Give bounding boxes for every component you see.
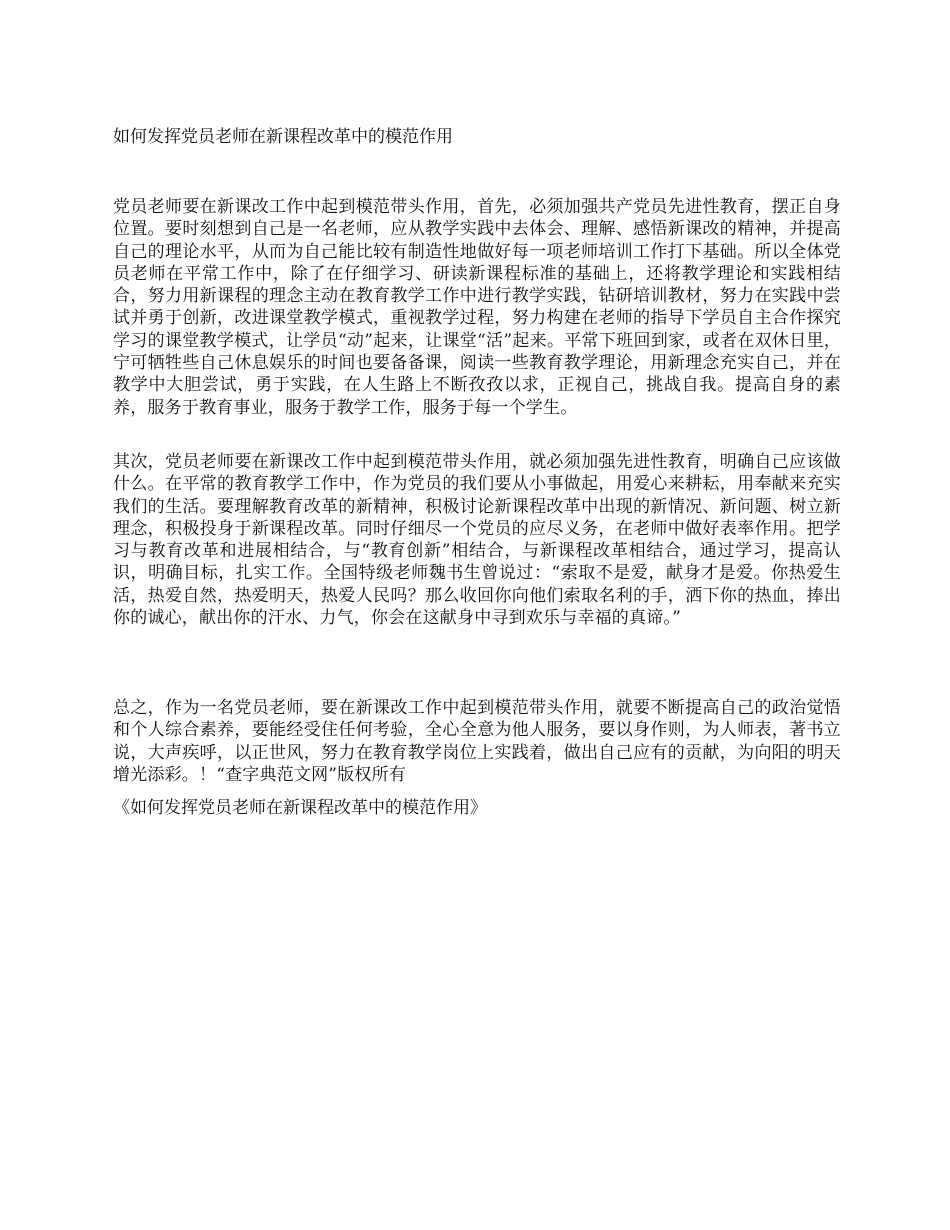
document-title: 如何发挥党员老师在新课程改革中的模范作用 — [113, 127, 453, 147]
paragraph-conclusion: 总之，作为一名党员老师，要在新课改工作中起到模范带头作用，就要不断提高自己的政治觉悟和个人综合素养，要能经受住任何考验，全心全意为他人服务，要以身作则，为人师表，著书立说，大声疾呼，以正世风，努力在教育教学岗位上实践着，做出自己应有的贡献，为向阳的明天增光添彩。！“查字典范文网”版权所有 — [113, 698, 841, 785]
document-footer-title: 《如何发挥党员老师在新课程改革中的模范作用》 — [113, 798, 487, 818]
paragraph-first: 党员老师要在新课改工作中起到模范带头作用，首先，必须加强共产党员先进性教育，摆正自身位置。要时刻想到自己是一名老师，应从教学实践中去体会、理解、感悟新课改的精神，并提高自己的理论水平，从而为自己能比较有制造性地做好每一项老师培训工作打下基础。所以全体党员老师在平常工作中，除了在仔细学习、研读新课程标准的基础上，还将教学理论和实践相结合，努力用新课程的理念主动在教育教学工作中进行教学实践，钻研培训教材，努力在实践中尝试并勇于创新，改进课堂教学模式，重视教学过程，努力构建在老师的指导下学员自主合作探究学习的课堂教学模式，让学员“动”起来，让课堂“活”起来。平常下班回到家，或者在双休日里，宁可牺牲些自己休息娱乐的时间也要备备课，阅读一些教育教学理论，用新理念充实自己，并在教学中大胆尝试，勇于实践，在人生路上不断孜孜以求，正视自己，挑战自我。提高自身的素养，服务于教育事业，服务于教学工作，服务于每一个学生。 — [113, 197, 841, 418]
paragraph-second: 其次，党员老师要在新课改工作中起到模范带头作用，就必须加强先进性教育，明确自己应该做什么。在平常的教育教学工作中，作为党员的我们要从小事做起，用爱心来耕耘，用奉献来充实我们的生活。要理解教育改革的新精神，积极讨论新课程改革中出现的新情况、新问题、树立新理念，积极投身于新课程改革。同时仔细尽一个党员的应尽义务，在老师中做好表率作用。把学习与教育改革和进展相结合，与“教育创新”相结合，与新课程改革相结合，通过学习，提高认识，明确目标，扎实工作。全国特级老师魏书生曾说过：“索取不是爱，献身才是爱。你热爱生活，热爱自然，热爱明天，热爱人民吗？那么收回你向他们索取名利的手，洒下你的热血，捧出你的诚心，献出你的汗水、力气，你会在这献身中寻到欢乐与幸福的真谛。” — [113, 452, 841, 629]
